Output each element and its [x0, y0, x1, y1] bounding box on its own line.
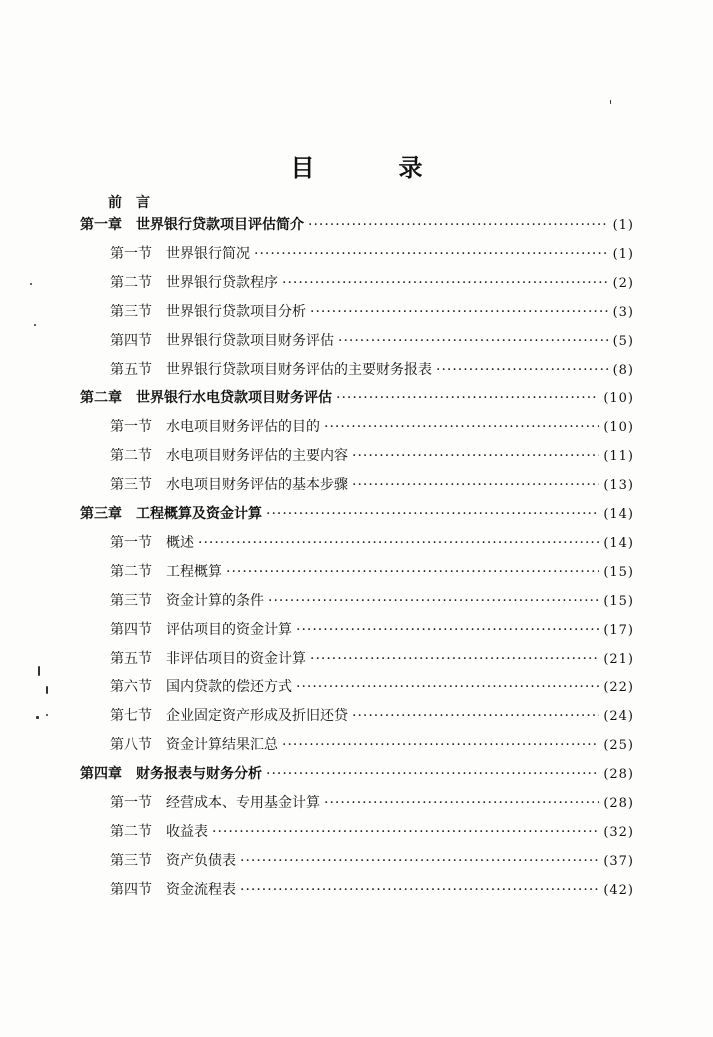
toc-entry-label: 第三章	[80, 506, 122, 522]
toc-entry-title: 工程概算	[166, 563, 222, 580]
toc-page-number: (2)	[612, 275, 634, 291]
toc-dot-leader	[240, 881, 599, 899]
toc-dot-leader	[324, 418, 599, 436]
toc-entry-title: 水电项目财务评估的基本步骤	[166, 477, 348, 494]
toc-entry-label: 第一节	[110, 245, 152, 262]
toc-entry-label: 第二节	[110, 274, 152, 291]
toc-entry-title: 世界银行水电贷款项目财务评估	[136, 390, 332, 407]
toc-dot-leader	[266, 765, 599, 783]
toc-page-number: (17)	[603, 622, 634, 638]
toc-entry-label: 第三节	[110, 303, 152, 320]
toc-section-row	[110, 794, 634, 813]
toc-dot-leader	[336, 389, 599, 407]
toc-entry-label: 第一节	[110, 534, 152, 551]
toc-entry-title: 世界银行贷款项目评估简介	[136, 217, 304, 233]
toc-page-number: (1)	[612, 218, 634, 233]
toc-page-number: (15)	[603, 564, 634, 580]
toc-entry-label: 第八节	[110, 737, 152, 754]
toc-dot-leader	[198, 534, 599, 552]
toc-dot-leader	[254, 245, 609, 263]
toc-entry-label: 第四节	[110, 881, 152, 898]
toc-entry-title: 世界银行贷款程序	[166, 274, 278, 291]
toc-entry-label: 第四节	[110, 621, 152, 638]
toc-entry-label: 第二节	[110, 563, 152, 580]
toc-dot-leader	[324, 794, 599, 812]
toc-chapter-row	[80, 505, 634, 524]
toc-entry-title: 收益表	[166, 823, 208, 840]
toc-chapter-row	[80, 216, 634, 235]
toc-section-row	[110, 303, 634, 322]
toc-page-number: (37)	[603, 853, 634, 869]
toc-entry-label: 第五节	[110, 361, 152, 378]
toc-section-row	[110, 476, 634, 495]
toc-page-number: (14)	[603, 535, 634, 551]
toc-page-number: (14)	[603, 507, 634, 522]
toc-entry-title: 世界银行贷款项目分析	[166, 303, 306, 320]
toc-entry-label: 第一节	[110, 795, 152, 811]
toc-section-row	[110, 707, 634, 726]
toc-entry-title: 企业固定资产形成及折旧还贷	[166, 708, 348, 725]
toc-page-number: (13)	[603, 478, 634, 494]
toc-entry-label: 第三节	[110, 852, 152, 869]
toc-section-row	[110, 650, 634, 669]
scan-speck	[34, 324, 36, 326]
toc-page-number: (25)	[603, 738, 634, 754]
toc-dot-leader	[212, 823, 599, 841]
toc-entry-title: 资金计算结果汇总	[166, 737, 278, 754]
toc-entry-title: 财务报表与财务分析	[136, 766, 262, 783]
toc-dot-leader	[296, 678, 599, 696]
toc-section-row	[110, 245, 634, 264]
toc-entry-title: 资金流程表	[166, 881, 236, 898]
toc-section-row	[110, 563, 634, 582]
toc-dot-leader	[226, 563, 599, 581]
toc-entry-label: 第三节	[110, 477, 152, 494]
toc-entry-title: 工程概算及资金计算	[136, 506, 262, 522]
toc-section-row	[110, 823, 634, 842]
toc-section-row	[110, 534, 634, 553]
toc-section-row	[110, 361, 634, 380]
scan-speck	[30, 283, 32, 285]
toc-entry-title: 世界银行简况	[166, 245, 250, 262]
toc-page-number: (10)	[603, 391, 634, 407]
toc-page-number: (22)	[603, 680, 634, 696]
toc-page-number: (32)	[603, 824, 634, 840]
toc-entry-title: 资产负债表	[166, 852, 236, 869]
preface-entry: 前言	[108, 195, 164, 211]
toc-entry-label: 第五节	[110, 650, 152, 667]
toc-entry-title: 水电项目财务评估的目的	[166, 419, 320, 436]
toc-dot-leader	[240, 852, 599, 870]
toc-section-row	[110, 678, 634, 697]
toc-dot-leader	[266, 505, 599, 523]
toc-page-number: (28)	[603, 767, 634, 783]
scan-speck	[36, 716, 39, 719]
toc-dot-leader	[268, 592, 599, 610]
toc-entry-title: 国内贷款的偿还方式	[166, 679, 292, 696]
toc-page-number: (10)	[603, 420, 634, 436]
toc-dot-leader	[352, 476, 599, 494]
toc-page-number: (28)	[603, 796, 634, 811]
toc-dot-leader	[308, 216, 609, 234]
scan-speck	[46, 686, 48, 694]
toc-dot-leader	[352, 447, 599, 465]
toc-page-number: (42)	[603, 882, 634, 898]
toc-dot-leader	[310, 303, 609, 321]
toc-entry-title: 世界银行贷款项目财务评估的主要财务报表	[166, 361, 432, 378]
toc-chapter-row	[80, 765, 634, 784]
toc-page-number: (15)	[603, 593, 634, 609]
toc-page-number: (21)	[603, 651, 634, 667]
toc-page-number: (24)	[603, 709, 634, 725]
toc-entry-label: 第六节	[110, 679, 152, 696]
toc-entry-label: 第一节	[110, 419, 152, 436]
toc-dot-leader	[310, 650, 599, 668]
toc-entry-title: 经营成本、专用基金计算	[166, 795, 320, 811]
toc-entry-label: 第二节	[110, 448, 152, 465]
toc-chapter-row	[80, 389, 634, 408]
toc-entry-title: 世界银行贷款项目财务评估	[166, 332, 334, 349]
toc-dot-leader	[436, 361, 609, 379]
scan-speck	[38, 666, 40, 676]
toc-page-number: (11)	[603, 449, 634, 465]
toc-entry-title: 评估项目的资金计算	[166, 621, 292, 638]
toc-page-number: (1)	[612, 246, 634, 262]
toc-section-row	[110, 736, 634, 755]
toc-entry-title: 水电项目财务评估的主要内容	[166, 448, 348, 465]
scan-speck	[46, 714, 48, 716]
toc-section-row	[110, 852, 634, 871]
toc-page-number: (8)	[612, 362, 634, 378]
scan-speck	[610, 100, 611, 104]
toc-section-row	[110, 332, 634, 351]
toc-entry-label: 第四节	[110, 332, 152, 349]
toc-entry-label: 第二节	[110, 823, 152, 840]
toc-dot-leader	[296, 621, 599, 639]
toc-section-row	[110, 881, 634, 900]
toc-dot-leader	[282, 274, 609, 292]
toc-entry-label: 第四章	[80, 766, 122, 783]
toc-entry-title: 概述	[166, 534, 194, 551]
toc-page-number: (3)	[612, 304, 634, 320]
toc-dot-leader	[352, 707, 599, 725]
toc-section-row	[110, 447, 634, 466]
toc-entry-label: 第三节	[110, 592, 152, 609]
toc-entry-label: 第二章	[80, 390, 122, 407]
toc-entry-title: 非评估项目的资金计算	[166, 650, 306, 667]
page-title: 目 录	[290, 153, 453, 182]
toc-dot-leader	[282, 736, 599, 754]
toc-section-row	[110, 418, 634, 437]
toc-dot-leader	[338, 332, 609, 350]
toc-section-row	[110, 621, 634, 640]
toc-section-row	[110, 592, 634, 611]
toc-section-row	[110, 274, 634, 293]
toc-entry-label: 第一章	[80, 217, 122, 233]
toc-entry-title: 资金计算的条件	[166, 592, 264, 609]
toc-entry-label: 第七节	[110, 708, 152, 725]
toc-page-number: (5)	[612, 333, 634, 349]
